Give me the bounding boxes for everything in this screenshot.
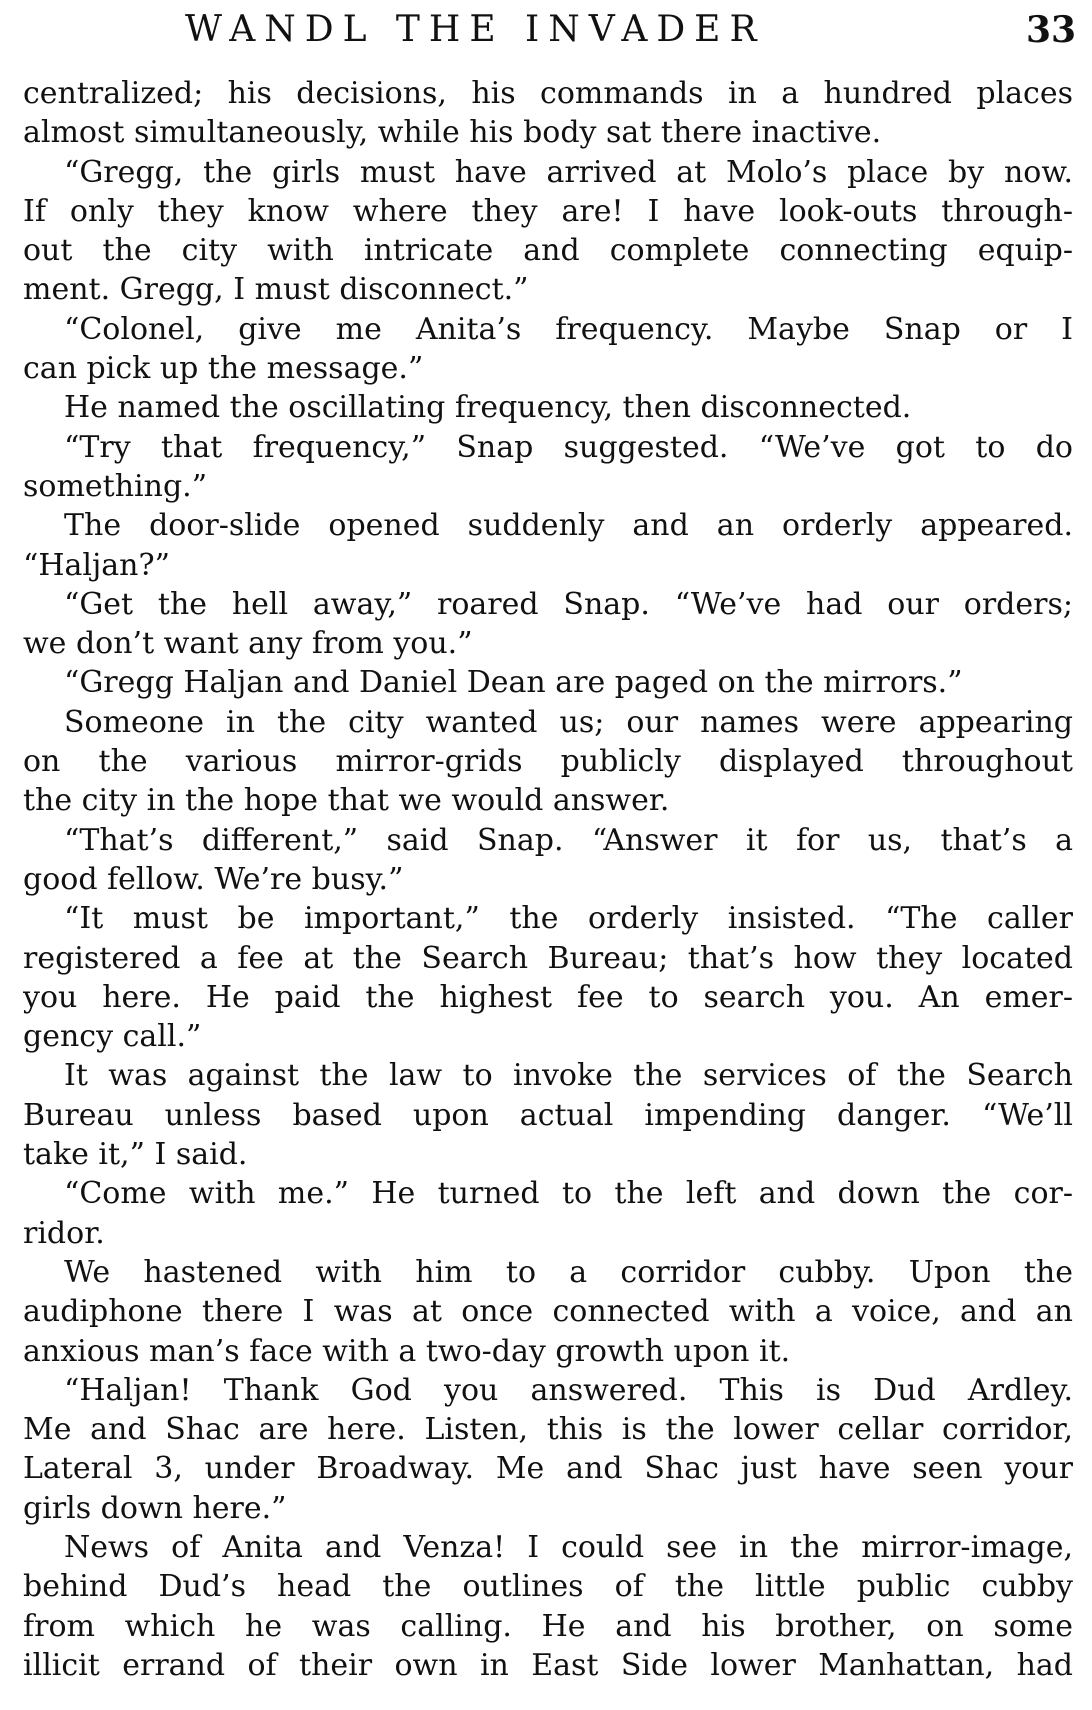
text-line: “Haljan?” xyxy=(23,547,170,583)
text-line: audiphone there I was at once connected with a voice, and an xyxy=(23,1294,1073,1330)
text-line: Someone in the city wanted us; our names were appearing xyxy=(64,704,1073,740)
text-line: ridor. xyxy=(23,1215,105,1251)
text-line: If only they know where they are! I have look-outs through- xyxy=(23,193,1073,229)
text-line: registered a fee at the Search Bureau; that’s how they located xyxy=(23,940,1073,976)
text-line: News of Anita and Venza! I could see in the mirror-image, xyxy=(64,1529,1073,1565)
body-text xyxy=(23,74,1073,1685)
text-line: “Colonel, give me Anita’s frequency. Maybe Snap or I xyxy=(64,311,1073,347)
text-line: It was against the law to invoke the services of the Search xyxy=(64,1058,1073,1094)
page-header xyxy=(0,8,1092,52)
text-line: “Haljan! Thank God you answered. This is Dud Ardley. xyxy=(64,1372,1073,1408)
text-line: gency call.” xyxy=(23,1019,202,1055)
text-line: “Gregg Haljan and Daniel Dean are paged on the mirrors.” xyxy=(64,665,963,701)
text-line: we don’t want any from you.” xyxy=(23,626,473,662)
text-line: anxious man’s face with a two-day growth upon it. xyxy=(23,1333,791,1369)
text-line: something.” xyxy=(23,468,208,504)
text-line: illicit errand of their own in East Side lower Manhattan, had xyxy=(23,1647,1073,1683)
text-line: The door-slide opened suddenly and an orderly appeared. xyxy=(64,508,1073,544)
text-line: Me and Shac are here. Listen, this is the lower cellar corridor, xyxy=(23,1412,1073,1448)
text-line: behind Dud’s head the outlines of the little public cubby xyxy=(23,1569,1073,1605)
text-line: can pick up the message.” xyxy=(23,351,424,387)
text-line: Lateral 3, under Broadway. Me and Shac just have seen your xyxy=(23,1451,1073,1487)
text-line: you here. He paid the highest fee to search you. An emer- xyxy=(23,979,1073,1015)
text-line: almost simultaneously, while his body sat there inactive. xyxy=(23,115,882,151)
text-line: “Gregg, the girls must have arrived at Molo’s place by now. xyxy=(64,154,1073,190)
text-line: “It must be important,” the orderly insisted. “The caller xyxy=(64,901,1073,937)
text-line: “Get the hell away,” roared Snap. “We’ve had our orders; xyxy=(64,586,1073,622)
text-line: “Try that frequency,” Snap suggested. “We’ve got to do xyxy=(64,429,1073,465)
text-line: centralized; his decisions, his commands in a hundred places xyxy=(23,76,1073,111)
text-line: the city in the hope that we would answer. xyxy=(23,783,670,819)
text-line: We hastened with him to a corridor cubby. Upon the xyxy=(64,1254,1073,1290)
text-line: take it,” I said. xyxy=(23,1137,248,1173)
running-title: WANDL THE INVADER xyxy=(185,9,766,50)
text-line: He named the oscillating frequency, then disconnected. xyxy=(64,390,912,426)
text-line: girls down here.” xyxy=(23,1490,287,1526)
text-line: ment. Gregg, I must disconnect.” xyxy=(23,272,529,308)
text-line: from which he was calling. He and his brother, on some xyxy=(23,1608,1073,1644)
text-line: “That’s different,” said Snap. “Answer it for us, that’s a xyxy=(64,822,1073,858)
text-line: Bureau unless based upon actual impending danger. “We’ll xyxy=(23,1097,1073,1133)
text-line: good fellow. We’re busy.” xyxy=(23,861,404,897)
text-line: out the city with intricate and complete connecting equip- xyxy=(23,233,1073,269)
page-number: 33 xyxy=(1026,9,1077,51)
text-line: “Come with me.” He turned to the left and down the cor- xyxy=(64,1176,1073,1212)
text-line: on the various mirror-grids publicly displayed throughout xyxy=(23,744,1073,780)
